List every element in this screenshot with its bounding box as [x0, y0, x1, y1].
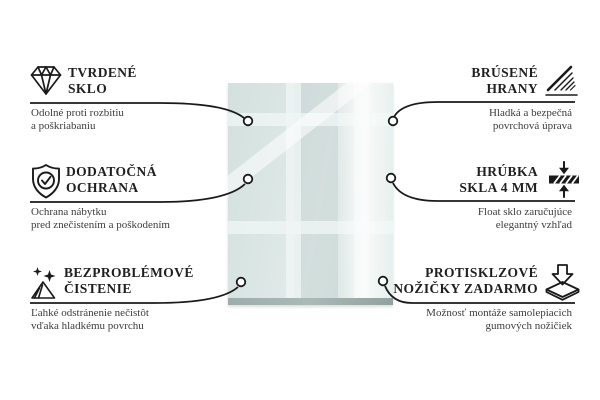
feature-description-line: Ochrana nábytku	[31, 206, 107, 218]
feature-title	[68, 65, 137, 96]
feature-title	[393, 265, 538, 296]
arrow-up-head	[559, 185, 569, 191]
feature-description	[31, 107, 124, 133]
feature-description-line: Float sklo zaručujúce	[477, 206, 572, 218]
feature-title-line: ČISTENIE	[64, 280, 132, 296]
feature-description-line: Odolné proti rozbitiu	[31, 107, 124, 119]
feature-description	[478, 206, 572, 232]
feature-description	[31, 307, 149, 333]
feature-title	[64, 265, 194, 296]
shield-check-icon	[31, 163, 61, 200]
feature-title-line: HRÚBKA	[476, 164, 538, 179]
feature-title-line: SKLO	[68, 80, 108, 96]
feature-description-line: Ľahké odstránenie nečistôt	[31, 307, 149, 319]
beveled-edges-icon	[545, 64, 578, 97]
feature-title-line: BEZPROBLÉMOVÉ	[64, 265, 194, 280]
feature-description-line: Možnosť montáže samolepiacich	[426, 307, 572, 319]
glass-panel-image	[228, 83, 393, 305]
feature-description-line: pred znečistením a poškodením	[31, 219, 170, 231]
feature-description	[426, 307, 572, 333]
sparkle-small	[33, 267, 42, 276]
feature-title-line: DODATOČNÁ	[66, 164, 157, 179]
feature-description-line: a poškriabaniu	[31, 120, 96, 132]
feature-description-line: povrchová úprava	[492, 120, 572, 132]
feature-title	[66, 164, 157, 195]
feature-title-line: OCHRANA	[66, 179, 139, 195]
glass-bottom-edge	[228, 298, 393, 305]
feature-title-line: BRÚSENÉ	[471, 65, 538, 80]
feature-description-line: elegantný vzhľad	[495, 219, 572, 231]
feature-description	[489, 107, 572, 133]
feature-description-line: vďaka hladkému povrchu	[31, 320, 144, 332]
feature-title-line: HRANY	[486, 80, 538, 96]
feature-title-line: TVRDENÉ	[68, 65, 137, 80]
feature-title-line: SKLA 4 MM	[459, 179, 538, 195]
feature-description-line: gumových nožičiek	[485, 320, 572, 332]
sparkle-large	[44, 270, 56, 282]
anti-slip-feet-icon	[544, 263, 581, 303]
feature-title-line: NOŽIČKY ZADARMO	[393, 280, 538, 296]
feature-title-line: PROTISKLZOVÉ	[425, 265, 538, 280]
glass-thickness-icon	[548, 161, 580, 198]
feature-description	[31, 206, 170, 232]
diamond-icon	[29, 64, 63, 97]
feature-title	[471, 65, 538, 96]
arrow-down-head	[559, 168, 569, 174]
feature-description-line: Hladká a bezpečná	[488, 107, 572, 119]
glass-highlight-band	[338, 83, 393, 305]
sparkle-clean-icon	[29, 266, 59, 301]
feature-title	[459, 164, 538, 195]
